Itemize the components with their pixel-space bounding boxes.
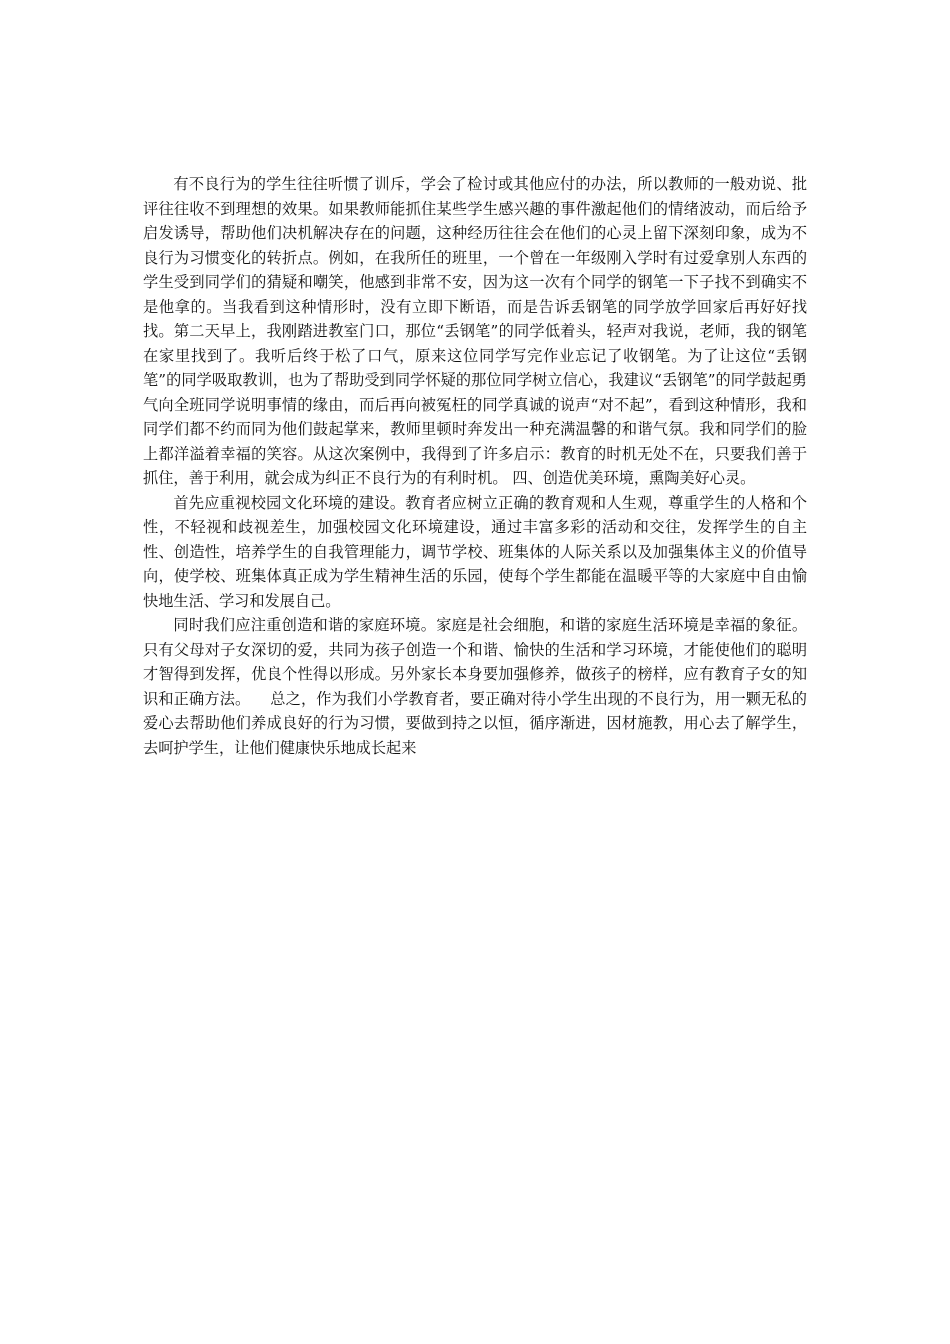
paragraph-3: 同时我们应注重创造和谐的家庭环境。家庭是社会细胞，和谐的家庭生活环境是幸福的象征。只有父母对子女深切的爱，共同为孩子创造一个和谐、愉快的生活和学习环境，才能使他们的聪明才智得到发挥，优良个性得以形成。另外家长本身要加强修养，做孩子的榜样，应有教育子女的知识和正确方法。 总之，作为我们小学教育者，要正确对待小学生出现的不良行为，用一颗无私的爱心去帮助他们养成良好的行为习惯，要做到持之以恒，循序渐进，因材施教，用心去了解学生，去呵护学生，让他们健康快乐地成长起来 xyxy=(143,616,807,757)
paragraph-2: 首先应重视校园文化环境的建设。教育者应树立正确的教育观和人生观，尊重学生的人格和个性，不轻视和歧视差生，加强校园文化环境建设，通过丰富多彩的活动和交往，发挥学生的自主性、创造性，培养学生的自我管理能力，调节学校、班集体的人际关系以及加强集体主义的价值导向，使学校、班集体真正成为学生精神生活的乐园，使每个学生都能在温暖平等的大家庭中自由愉快地生活、学习和发展自己。 xyxy=(143,493,807,610)
paragraph-1: 有不良行为的学生往往听惯了训斥，学会了检讨或其他应付的办法，所以教师的一般劝说、批评往往收不到理想的效果。如果教师能抓住某些学生感兴趣的事件激起他们的情绪波动，而后给予启发诱导，帮助他们决机解决存在的问题，这种经历往往会在他们的心灵上留下深刻印象，成为不良行为习惯变化的转折点。例如，在我所任的班里，一个曾在一年级刚入学时有过爱拿别人东西的学生受到同学们的猜疑和嘲笑，他感到非常不安，因为这一次有个同学的钢笔一下子找不到确实不是他拿的。当我看到这种情形时，没有立即下断语，而是告诉丢钢笔的同学放学回家后再好好找找。第二天早上，我刚踏进教室门口，那位“丢钢笔”的同学低着头，轻声对我说，老师，我的钢笔在家里找到了。我听后终于松了口气，原来这位同学写完作业忘记了收钢笔。为了让这位“丢钢笔”的同学吸取教训，也为了帮助受到同学怀疑的那位同学树立信心，我建议“丢钢笔”的同学鼓起勇气向全班同学说明事情的缘由，而后再向被冤枉的同学真诚的说声“对不起”，看到这种情形，我和同学们都不约而同为他们鼓起掌来，教师里顿时奔发出一种充满温馨的和谐气氛。我和同学们的脸上都洋溢着幸福的笑容。从这次案例中，我得到了许多启示：教育的时机无处不在，只要我们善于抓住，善于利用，就会成为纠正不良行为的有利时机。 四、创造优美环境，熏陶美好心灵。 xyxy=(143,175,807,487)
document-body xyxy=(143,172,807,760)
